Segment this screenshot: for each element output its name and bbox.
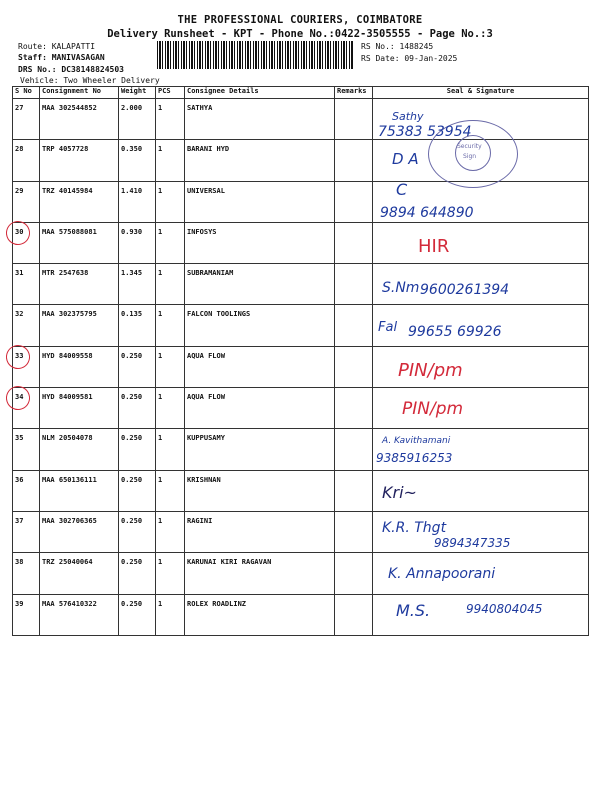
handwritten-phone: 75383 53954 [378, 124, 472, 140]
table-row [13, 222, 589, 263]
signature-scribble: C [396, 180, 408, 199]
cell-sno: 31 [13, 264, 40, 305]
cell-pcs: 1 [156, 388, 185, 429]
cell-remarks [335, 140, 373, 181]
cell-weight: 0.250 [119, 346, 156, 387]
cell-weight: 0.250 [119, 429, 156, 470]
cell-weight: 0.250 [119, 594, 156, 635]
cell-sno: 29 [13, 181, 40, 222]
col-remarks: Remarks [335, 87, 373, 99]
cell-sno: 35 [13, 429, 40, 470]
cell-remarks [335, 99, 373, 140]
handwritten-remark: HIR [418, 236, 450, 257]
cell-weight: 1.345 [119, 264, 156, 305]
cell-sno: 33 [13, 346, 40, 387]
cell-consignment: MAA 576410322 [40, 594, 119, 635]
cell-sno: 38 [13, 553, 40, 594]
cell-consignment: HYD 84009558 [40, 346, 119, 387]
col-consignee: Consignee Details [185, 87, 335, 99]
vehicle-label: Vehicle: Two Wheeler Delivery [20, 76, 160, 85]
cell-sno: 34 [13, 388, 40, 429]
signature-scribble: M.S. [396, 601, 431, 620]
cell-remarks [335, 181, 373, 222]
route-label: Route: KALAPATTI [18, 42, 96, 51]
cell-sno: 30 [13, 222, 40, 263]
rs-number: RS No.: 1488245 [361, 42, 434, 51]
handwritten-phone: 9894 644890 [380, 205, 474, 221]
cell-remarks [335, 429, 373, 470]
table-row [13, 346, 589, 387]
cell-remarks [335, 594, 373, 635]
cell-consignee: FALCON TOOLINGS [185, 305, 335, 346]
cell-consignment: TRZ 25040064 [40, 553, 119, 594]
cell-weight: 0.135 [119, 305, 156, 346]
cell-consignee: BARANI HYD [185, 140, 335, 181]
rs-date: RS Date: 09-Jan-2025 [361, 54, 458, 63]
cell-remarks [335, 388, 373, 429]
cell-pcs: 1 [156, 511, 185, 552]
cell-remarks [335, 264, 373, 305]
cell-consignment: MAA 302544852 [40, 99, 119, 140]
cell-weight: 0.930 [119, 222, 156, 263]
table-row [13, 181, 589, 222]
table-row [13, 470, 589, 511]
cell-sno: 39 [13, 594, 40, 635]
cell-pcs: 1 [156, 429, 185, 470]
cell-consignee: INFOSYS [185, 222, 335, 263]
cell-consignment: MAA 650136111 [40, 470, 119, 511]
handwritten-phone: 9385916253 [376, 451, 453, 465]
cell-consignee: SATHYA [185, 99, 335, 140]
cell-consignee: AQUA FLOW [185, 346, 335, 387]
cell-signature [373, 222, 589, 263]
handwritten-remark: PIN/pm [398, 360, 463, 381]
cell-weight: 0.250 [119, 388, 156, 429]
table-row [13, 429, 589, 470]
cell-sno: 36 [13, 470, 40, 511]
cell-consignment: TRZ 40145984 [40, 181, 119, 222]
drs-label: DRS No.: DC3814882450З [18, 65, 124, 74]
cell-consignee: KUPPUSAMY [185, 429, 335, 470]
signature-scribble: Kri~ [382, 483, 417, 502]
cell-pcs: 1 [156, 470, 185, 511]
cell-weight: 0.250 [119, 553, 156, 594]
barcode [157, 41, 353, 69]
cell-weight: 0.250 [119, 511, 156, 552]
cell-pcs: 1 [156, 346, 185, 387]
handwritten-remark: PIN/pm [402, 399, 464, 419]
table-row [13, 388, 589, 429]
handwritten-name: A. Kavithamani [382, 436, 451, 446]
cell-remarks [335, 470, 373, 511]
handwritten-name: K. Annapoorani [388, 566, 496, 582]
col-consignment: Consignment No [40, 87, 119, 99]
cell-pcs: 1 [156, 99, 185, 140]
cell-sno: 32 [13, 305, 40, 346]
cell-weight: 0.350 [119, 140, 156, 181]
handwritten-phone: 9940804045 [466, 602, 543, 616]
signature-scribble: S.Nm [382, 280, 420, 296]
table-row [13, 305, 589, 346]
col-sno: S No [13, 87, 40, 99]
cell-weight: 0.250 [119, 470, 156, 511]
cell-consignee: KARUNAI KIRI RAGAVAN [185, 553, 335, 594]
cell-consignee: RAGINI [185, 511, 335, 552]
cell-consignee: SUBRAMANIAM [185, 264, 335, 305]
cell-pcs: 1 [156, 305, 185, 346]
cell-remarks [335, 553, 373, 594]
staff-label: Staff: MANIVASAGAN [18, 53, 105, 62]
security-seal-stamp: Security Sign [428, 120, 518, 188]
signature-scribble: Sathy [392, 110, 424, 123]
cell-weight: 2.000 [119, 99, 156, 140]
handwritten-phone: 9894347335 [434, 536, 511, 550]
cell-pcs: 1 [156, 264, 185, 305]
cell-pcs: 1 [156, 222, 185, 263]
table-header-row [13, 87, 589, 99]
table-row [13, 553, 589, 594]
signature-scribble: K.R. Thgt [382, 520, 447, 536]
cell-remarks [335, 222, 373, 263]
cell-pcs: 1 [156, 553, 185, 594]
document-title: THE PROFESSIONAL COURIERS, COIMBATORE [177, 14, 423, 26]
cell-consignment: NLM 20504078 [40, 429, 119, 470]
cell-sno: 27 [13, 99, 40, 140]
cell-sno: 28 [13, 140, 40, 181]
cell-pcs: 1 [156, 594, 185, 635]
handwritten-phone: 99655 69926 [408, 324, 502, 340]
cell-remarks [335, 305, 373, 346]
cell-consignee: KRISHNAN [185, 470, 335, 511]
cell-sno: 37 [13, 511, 40, 552]
col-signature: Seal & Signature [373, 87, 589, 99]
cell-consignment: MTR 2547638 [40, 264, 119, 305]
handwritten-initials: D A [392, 150, 419, 168]
col-pcs: PCS [156, 87, 185, 99]
cell-consignee: AQUA FLOW [185, 388, 335, 429]
cell-consignment: MAA 575088081 [40, 222, 119, 263]
cell-pcs: 1 [156, 140, 185, 181]
col-weight: Weight [119, 87, 156, 99]
cell-consignment: MAA 302706365 [40, 511, 119, 552]
signature-scribble: Fal [378, 320, 398, 335]
cell-consignee: ROLEX ROADLINZ [185, 594, 335, 635]
cell-consignment: MAA 302375795 [40, 305, 119, 346]
cell-pcs: 1 [156, 181, 185, 222]
runsheet-subtitle: Delivery Runsheet - KPT - Phone No.:0422-3505555 - Page No.:3 [107, 28, 493, 40]
cell-consignee: UNIVERSAL [185, 181, 335, 222]
handwritten-phone: 9600261394 [420, 282, 510, 298]
cell-weight: 1.410 [119, 181, 156, 222]
cell-remarks [335, 346, 373, 387]
cell-consignment: HYD 84009581 [40, 388, 119, 429]
cell-remarks [335, 511, 373, 552]
cell-consignment: TRP 4057728 [40, 140, 119, 181]
